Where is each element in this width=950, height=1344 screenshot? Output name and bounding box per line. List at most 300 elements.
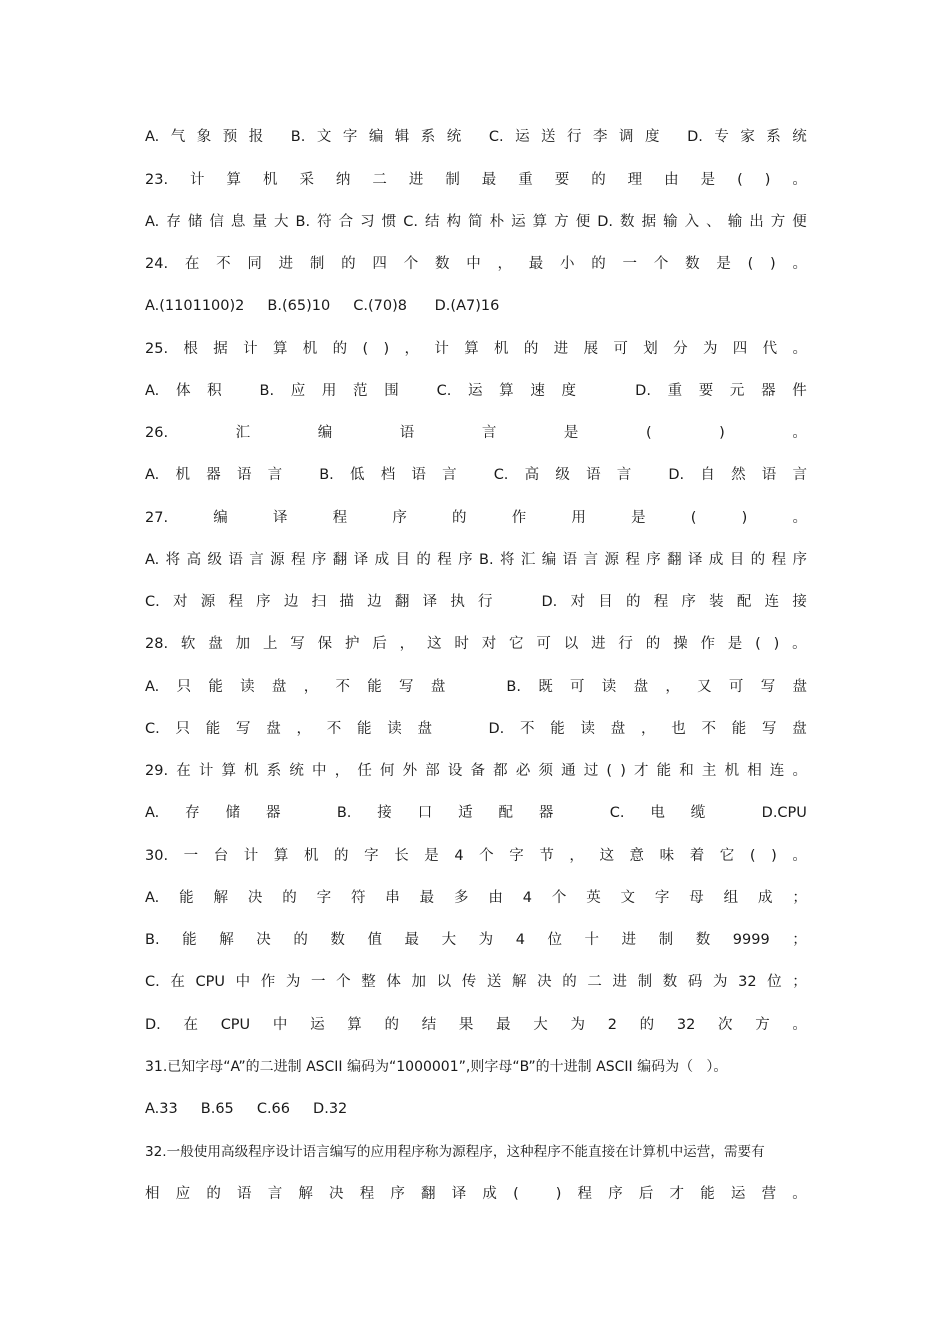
text-segment: 目	[729, 552, 745, 568]
text-segment: 统	[446, 129, 462, 145]
text-segment: D.	[541, 594, 558, 610]
text-segment: 能	[700, 1186, 715, 1202]
text-line	[145, 1014, 807, 1036]
text-segment: 任	[357, 763, 372, 779]
text-line: 32.一般使用高级程序设计语言编写的应用程序称为源程序，这种程序不能直接在计算机中运营，需要有	[145, 1144, 765, 1160]
text-segment: 何	[379, 763, 395, 779]
text-segment: D.	[488, 721, 505, 737]
text-segment: C.	[609, 805, 625, 821]
text-segment: 最	[481, 172, 497, 188]
text-segment: 统	[289, 763, 304, 779]
text-line	[145, 211, 807, 233]
text-segment: 程	[359, 1186, 375, 1202]
text-segment: 一	[622, 256, 638, 272]
text-segment: 不	[701, 721, 716, 737]
text-segment: 机	[302, 341, 318, 357]
text-segment: 它	[719, 848, 735, 864]
text-segment: 这	[599, 848, 614, 864]
text-segment: 过	[583, 763, 599, 779]
text-segment: 加	[235, 636, 251, 652]
text-segment: 盘	[633, 679, 649, 695]
text-segment: 外	[402, 763, 418, 779]
text-segment: 决	[537, 974, 552, 990]
text-segment: 进	[278, 256, 294, 272]
text-segment: 读	[387, 721, 402, 737]
text-segment: 小	[560, 256, 575, 272]
text-segment: 成	[757, 890, 773, 906]
text-segment: 数	[685, 256, 700, 272]
text-segment: 。	[792, 763, 807, 779]
text-segment	[463, 676, 468, 698]
text-segment: 后	[638, 1186, 654, 1202]
text-segment: 翻	[332, 552, 348, 568]
text-segment	[238, 380, 243, 402]
text-segment: 4	[454, 848, 464, 864]
text-line	[145, 338, 807, 360]
text-segment: B.	[295, 214, 311, 230]
text-segment: 统	[792, 129, 807, 145]
text-segment: D.	[668, 467, 685, 483]
text-segment: 算	[347, 1017, 362, 1033]
text-segment: 机	[244, 763, 259, 779]
text-line	[145, 676, 807, 698]
text-segment: 送	[486, 974, 502, 990]
text-segment: (	[606, 763, 613, 779]
text-segment: 算	[226, 172, 241, 188]
text-segment: 划	[643, 341, 658, 357]
text-segment: 都	[493, 763, 508, 779]
text-segment: ，	[399, 636, 415, 652]
text-segment: 在	[176, 763, 191, 779]
text-segment: 源	[604, 552, 619, 568]
text-segment: 编	[541, 552, 557, 568]
text-segment: 可	[536, 636, 551, 652]
text-line	[145, 169, 807, 191]
text-line	[145, 380, 807, 402]
text-segment: 朴	[489, 214, 505, 230]
text-segment: 32	[738, 974, 757, 990]
text-segment: 习	[360, 214, 375, 230]
text-segment: 代	[762, 341, 778, 357]
text-segment: 决	[247, 890, 263, 906]
text-segment: 由	[488, 890, 503, 906]
text-segment: D.	[635, 383, 651, 399]
text-segment: 运	[511, 214, 526, 230]
text-segment: 必	[515, 763, 531, 779]
text-segment: 的	[282, 890, 297, 906]
text-segment: 算	[499, 383, 514, 399]
text-segment: 是	[716, 256, 731, 272]
text-segment: C.	[145, 721, 160, 737]
text-segment: 送	[541, 129, 556, 145]
text-segment: ，	[404, 341, 419, 357]
text-segment: 语	[236, 467, 252, 483]
text-segment: 速	[530, 383, 545, 399]
text-segment: 进	[612, 974, 627, 990]
text-segment: 展	[583, 341, 599, 357]
text-segment: 串	[385, 890, 400, 906]
text-segment: 的	[293, 932, 308, 948]
text-segment: 器	[538, 805, 554, 821]
text-segment: 是	[700, 172, 716, 188]
text-segment: 盘	[266, 721, 281, 737]
text-segment: ，	[497, 256, 512, 272]
text-segment: 机	[262, 172, 278, 188]
text-segment: 又	[697, 679, 712, 695]
text-segment: 。	[792, 172, 807, 188]
text-segment: 制	[658, 932, 674, 948]
text-segment: 编	[368, 129, 384, 145]
text-segment: 息	[230, 214, 246, 230]
text-segment: 盘	[417, 721, 432, 737]
text-segment: 系	[766, 129, 781, 145]
text-segment: 意	[629, 848, 645, 864]
text-segment: )	[771, 848, 777, 864]
text-segment: ，	[569, 848, 584, 864]
text-segment: 也	[671, 721, 686, 737]
text-segment: 25.	[145, 341, 169, 357]
text-segment: A.	[145, 383, 160, 399]
text-segment: C.	[493, 467, 509, 483]
text-segment	[468, 718, 473, 740]
text-segment: 。	[792, 1017, 807, 1033]
text-segment: 味	[659, 848, 675, 864]
text-segment: 不	[216, 256, 231, 272]
text-segment: 系	[420, 129, 436, 145]
text-segment: 。	[792, 848, 807, 864]
text-segment: 以	[436, 974, 452, 990]
text-line	[145, 887, 807, 909]
text-segment: 的	[206, 1186, 221, 1202]
text-segment: 的	[384, 1017, 399, 1033]
text-segment: 的	[416, 552, 431, 568]
text-segment: 将	[165, 552, 181, 568]
text-segment: 9999	[732, 932, 770, 948]
text-segment: 的	[562, 974, 577, 990]
text-segment: 序	[390, 1186, 405, 1202]
text-segment: 读	[601, 679, 617, 695]
text-segment	[506, 591, 511, 613]
text-segment: 以	[563, 636, 579, 652]
text-segment: 计	[243, 341, 258, 357]
text-segment: 长	[394, 848, 409, 864]
text-segment: B.	[479, 552, 494, 568]
text-segment: 是	[631, 510, 646, 526]
text-segment: (	[362, 341, 369, 357]
text-segment: 便	[792, 214, 807, 230]
text-segment: 输	[663, 214, 678, 230]
text-segment: 计	[434, 341, 449, 357]
text-segment: 对	[481, 636, 497, 652]
text-segment: 只	[175, 721, 190, 737]
text-segment: 方	[770, 214, 786, 230]
text-segment: 最	[528, 256, 544, 272]
text-segment: 整	[361, 974, 376, 990]
text-segment: 言	[792, 467, 807, 483]
text-segment: 言	[583, 552, 599, 568]
text-segment: 四	[732, 341, 748, 357]
text-segment	[648, 464, 653, 486]
text-segment: 程	[437, 552, 452, 568]
text-segment: 4	[522, 890, 532, 906]
text-segment: 数	[620, 214, 635, 230]
text-segment: 分	[673, 341, 688, 357]
text-segment: 算	[464, 341, 479, 357]
text-segment: 计	[198, 763, 214, 779]
text-segment: 须	[538, 763, 553, 779]
text-segment: 次	[718, 1017, 733, 1033]
text-segment	[415, 380, 420, 402]
text-segment: 大	[441, 932, 457, 948]
text-segment: 应	[175, 1186, 191, 1202]
text-line	[145, 422, 807, 444]
text-segment: 二	[587, 974, 602, 990]
text-segment: 数	[695, 932, 711, 948]
text-segment: 目	[395, 552, 410, 568]
text-line	[145, 507, 807, 529]
text-segment: 缆	[690, 805, 706, 821]
text-segment: 是	[563, 425, 579, 441]
text-segment: CPU	[195, 974, 225, 990]
text-segment	[535, 1183, 540, 1205]
text-segment: 言	[249, 552, 264, 568]
text-segment: 系	[266, 763, 282, 779]
text-segment: D.	[145, 1017, 161, 1033]
text-segment: B.	[506, 679, 521, 695]
text-segment: 时	[454, 636, 469, 652]
text-segment: 语	[228, 552, 243, 568]
text-line	[145, 1183, 807, 1205]
text-segment: 盘	[430, 679, 446, 695]
text-segment	[306, 802, 311, 824]
text-segment: 解	[511, 974, 527, 990]
text-segment: 最	[496, 1017, 511, 1033]
text-segment: 将	[499, 552, 515, 568]
text-segment: 一	[183, 848, 199, 864]
text-segment: 个	[403, 256, 419, 272]
text-segment: 数	[662, 974, 678, 990]
text-segment: 盘	[610, 721, 626, 737]
text-segment: 最	[404, 932, 419, 948]
text-segment: 在	[183, 1017, 198, 1033]
text-segment: 制	[637, 974, 653, 990]
text-segment: 语	[562, 552, 578, 568]
text-segment: 高	[524, 467, 540, 483]
text-segment	[593, 380, 598, 402]
text-segment: 符	[317, 214, 332, 230]
text-segment: 为	[285, 974, 301, 990]
text-line	[145, 591, 807, 613]
text-segment: )	[555, 1186, 562, 1202]
text-segment: B.	[145, 932, 160, 948]
text-segment: 程	[332, 510, 348, 526]
text-segment: )	[719, 425, 725, 441]
text-segment: 30.	[145, 848, 169, 864]
text-segment: C.	[488, 129, 504, 145]
text-segment: C.	[403, 214, 418, 230]
text-segment: 保	[317, 636, 333, 652]
text-segment: 解	[298, 1186, 313, 1202]
text-segment: 纳	[335, 172, 351, 188]
text-segment: 护	[344, 636, 360, 652]
text-segment: 母	[689, 890, 704, 906]
text-segment: 边	[367, 594, 382, 610]
text-segment: A.	[145, 552, 160, 568]
text-segment: 连	[764, 594, 780, 610]
text-segment: 翻	[394, 594, 410, 610]
text-segment: 量	[252, 214, 267, 230]
text-segment: 语	[586, 467, 601, 483]
text-segment: 根	[183, 341, 198, 357]
text-segment	[473, 126, 478, 148]
text-segment: 能	[356, 721, 372, 737]
text-segment: B.	[336, 805, 352, 821]
text-segment: 入	[684, 214, 700, 230]
text-segment: 序	[256, 594, 271, 610]
text-segment: 由	[664, 172, 679, 188]
text-segment: 序	[608, 1186, 623, 1202]
text-segment: 言	[267, 467, 283, 483]
text-segment: 能	[656, 763, 672, 779]
text-segment	[448, 718, 453, 740]
text-segment: 能	[208, 679, 223, 695]
text-segment: 积	[207, 383, 222, 399]
text-segment: D.	[597, 214, 614, 230]
text-segment: 写	[761, 721, 777, 737]
text-segment: ，	[665, 679, 680, 695]
text-segment: 码	[687, 974, 703, 990]
text-segment: 一	[310, 974, 326, 990]
text-segment: 重	[518, 172, 533, 188]
text-segment: 序	[311, 552, 327, 568]
text-segment: 写	[235, 721, 251, 737]
text-segment: 体	[386, 974, 401, 990]
text-segment: 信	[209, 214, 224, 230]
text-segment	[473, 464, 478, 486]
text-segment: 。	[792, 510, 807, 526]
text-segment: 译	[272, 510, 288, 526]
text-segment: 机	[175, 467, 190, 483]
text-segment: 翻	[667, 552, 682, 568]
text-segment: 为	[712, 974, 728, 990]
text-segment: 结	[424, 214, 440, 230]
text-segment: 预	[222, 129, 238, 145]
text-segment: (	[690, 510, 697, 526]
text-segment	[579, 802, 584, 824]
text-segment: 相	[747, 763, 762, 779]
text-line	[145, 971, 807, 993]
text-segment: )	[620, 763, 626, 779]
text-segment: 作	[700, 636, 715, 652]
text-segment: A.	[145, 467, 160, 483]
text-segment: 4	[515, 932, 525, 948]
text-segment: 数	[434, 256, 450, 272]
text-segment: 言	[616, 467, 632, 483]
text-segment: 大	[533, 1017, 548, 1033]
text-segment: 中	[235, 974, 251, 990]
text-segment: 的	[625, 594, 641, 610]
text-segment: C.	[145, 594, 160, 610]
text-segment: 同	[247, 256, 262, 272]
text-segment: 2	[607, 1017, 617, 1033]
text-segment	[614, 380, 619, 402]
text-segment: 读	[240, 679, 255, 695]
text-segment: 器	[761, 383, 776, 399]
text-segment: 决	[256, 932, 271, 948]
text-segment: 源	[200, 594, 216, 610]
text-segment: 多	[454, 890, 469, 906]
text-segment: 序	[792, 552, 807, 568]
text-segment: 的	[452, 510, 467, 526]
text-segment: D.CPU	[761, 805, 807, 821]
text-segment: 的	[334, 848, 349, 864]
text-segment: A.	[145, 805, 160, 821]
text-line: 31.已知字母“A”的二进制 ASCII 编码为“1000001”,则字母“B”的十进制 ASCII 编码为（ ）。	[145, 1059, 728, 1075]
text-segment: )	[383, 341, 390, 357]
text-segment: 成	[708, 552, 724, 568]
text-segment: 制	[445, 172, 460, 188]
text-segment: 方	[755, 1017, 770, 1033]
text-segment: (	[513, 1186, 519, 1202]
text-segment: 存	[185, 805, 200, 821]
text-segment: 不	[326, 721, 342, 737]
text-segment: 级	[207, 552, 222, 568]
text-segment: 着	[689, 848, 705, 864]
text-segment: 的	[591, 172, 606, 188]
text-segment: 它	[509, 636, 524, 652]
text-segment: 中	[272, 1017, 288, 1033]
text-segment: 和	[679, 763, 694, 779]
text-line	[145, 464, 807, 486]
text-segment: 方	[554, 214, 569, 230]
text-segment: 象	[196, 129, 212, 145]
text-segment: 译	[422, 594, 438, 610]
text-segment: 机	[303, 848, 319, 864]
text-segment: 29.	[145, 763, 169, 779]
text-segment: 合	[338, 214, 354, 230]
text-segment: 四	[372, 256, 387, 272]
text-segment: C.	[436, 383, 452, 399]
text-segment: 十	[584, 932, 600, 948]
text-segment: 解	[213, 890, 228, 906]
text-line	[145, 802, 807, 824]
text-segment: 程	[771, 552, 787, 568]
text-segment: 运	[515, 129, 530, 145]
text-segment: 编	[317, 425, 333, 441]
text-segment: 算	[272, 341, 288, 357]
text-segment: 重	[667, 383, 683, 399]
text-segment: 23.	[145, 172, 169, 188]
text-segment: 是	[424, 848, 439, 864]
text-segment: 盘	[208, 636, 223, 652]
text-segment: (	[747, 256, 754, 272]
text-segment: ；	[792, 890, 807, 906]
text-segment: 24.	[145, 256, 169, 272]
text-segment: 27.	[145, 510, 169, 526]
text-segment: ；	[792, 932, 807, 948]
text-segment: 配	[498, 805, 513, 821]
text-line	[145, 760, 807, 782]
text-segment: 辑	[394, 129, 410, 145]
text-segment: 字	[364, 848, 379, 864]
text-segment: )	[770, 256, 776, 272]
text-segment: 计	[243, 848, 259, 864]
text-segment: 可	[570, 679, 585, 695]
text-segment: 译	[451, 1186, 467, 1202]
text-segment: )	[773, 636, 780, 652]
text-segment: 装	[709, 594, 724, 610]
text-segment: 后	[372, 636, 387, 652]
